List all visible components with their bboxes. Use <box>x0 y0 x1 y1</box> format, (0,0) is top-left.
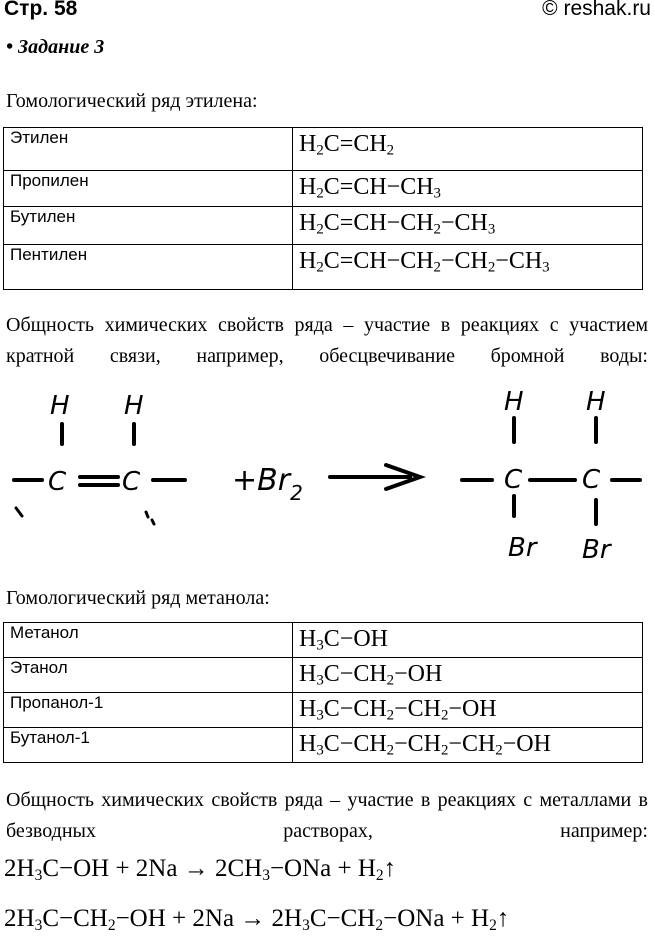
carbon-label: C <box>504 465 523 495</box>
bromination-scheme <box>0 376 655 576</box>
hydrogen-label: H <box>586 387 606 417</box>
carbon-label: C <box>582 465 601 495</box>
table-row <box>4 693 643 728</box>
compound-name: Бутанол-1 <box>4 728 293 763</box>
compound-formula: $H_2C=CH-CH_2-CH_3$ <box>293 207 643 245</box>
ethylene-table <box>3 127 643 290</box>
compound-name: Метанол <box>4 623 293 658</box>
compound-formula: $H_2C=CH-CH_3$ <box>293 171 643 207</box>
bromine-label: Br <box>508 533 537 563</box>
compound-name: Этилен <box>4 128 293 171</box>
methanol-property-text: Общность химических свойств ряда – участие в реакциях с металлами в безводных растворах, например: <box>6 789 648 842</box>
stroke-mark <box>16 508 22 516</box>
reaction-equation-2: $2H_3C-CH_2-OH + 2Na \to 2H_3C-CH_2-ONa$ + $H_2↑$ <box>4 905 510 934</box>
ethylene-property-text: Общность химических свойств ряда – участие в реакциях с участием кратной связи, например, обесцвечивание бромной воды: <box>6 314 648 367</box>
compound-name: Пентилен <box>4 245 293 290</box>
compound-formula: $H_3C-CH_2-OH$ <box>293 658 643 693</box>
bromine-label: Br <box>582 535 611 565</box>
compound-name: Пропанол-1 <box>4 693 293 728</box>
table-row <box>4 623 643 658</box>
stroke-mark <box>146 512 148 517</box>
methanol-table <box>3 622 643 763</box>
compound-formula: $H_2C=CH-CH_2-CH_2-CH_3$ <box>293 245 643 290</box>
table-row <box>4 245 643 290</box>
bromine-reagent: $+Br_2$ <box>232 463 303 505</box>
carbon-label: C <box>48 467 67 497</box>
table-row <box>4 171 643 207</box>
ethylene-heading: Гомологический ряд этилена: <box>6 90 258 112</box>
compound-name: Пропилен <box>4 171 293 207</box>
table-row <box>4 658 643 693</box>
table-row <box>4 128 643 171</box>
carbon-label: C <box>122 467 141 497</box>
compound-formula: $H_3C-OH$ <box>293 623 643 658</box>
compound-name: Бутилен <box>4 207 293 245</box>
reaction-equation-1: $2H_3C-OH + 2Na \to 2CH_3-ONa$ + $H_2↑$ <box>4 855 397 884</box>
hydrogen-label: H <box>50 391 70 421</box>
compound-formula: $H_3C-CH_2-CH_2-CH_2-OH$ <box>293 728 643 763</box>
task-title: • Задание 3 <box>6 36 105 58</box>
hydrogen-label: H <box>504 387 524 417</box>
source-label: © reshak.ru <box>542 0 651 20</box>
compound-name: Этанол <box>4 658 293 693</box>
methanol-heading: Гомологический ряд метанола: <box>6 587 270 609</box>
table-row <box>4 207 643 245</box>
hydrogen-label: H <box>124 391 144 421</box>
page-number: Стр. 58 <box>4 0 78 20</box>
compound-formula: $H_3C-CH_2-CH_2-OH$ <box>293 693 643 728</box>
table-row <box>4 728 643 763</box>
compound-formula: $H_2C=CH_2$ <box>293 128 643 171</box>
stroke-mark <box>152 520 154 524</box>
